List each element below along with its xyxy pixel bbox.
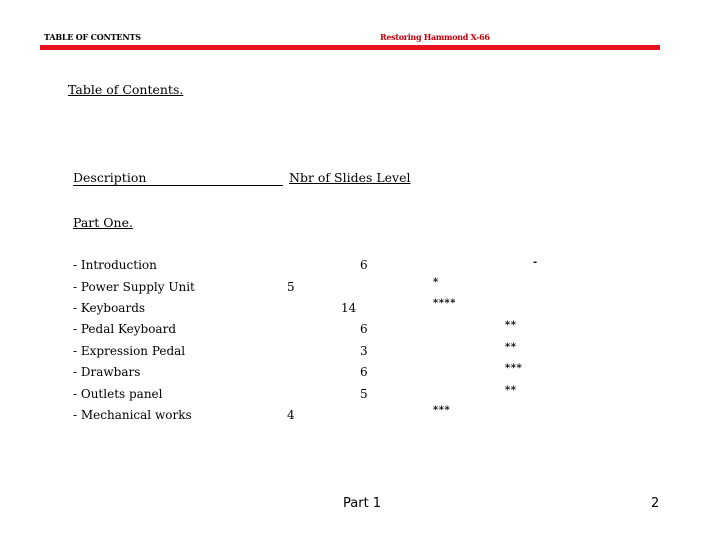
row-slide-count: 5 <box>360 387 368 401</box>
row-slide-count: 6 <box>360 322 368 336</box>
row-level: **** <box>433 298 456 309</box>
row-level: - <box>533 257 538 268</box>
row-description: - Power Supply Unit <box>73 280 195 294</box>
row-slide-count: 5 <box>287 280 295 294</box>
header-document-title: Restoring Hammond X-66 <box>380 32 490 42</box>
toc-title: Table of Contents. <box>68 82 184 97</box>
header-rule <box>40 45 660 50</box>
row-slide-count: 3 <box>360 344 368 358</box>
row-description: - Drawbars <box>73 365 141 379</box>
row-level: ** <box>505 385 517 396</box>
row-slide-count: 6 <box>360 258 368 272</box>
row-level: *** <box>433 405 451 416</box>
row-slide-count: 14 <box>341 301 357 315</box>
row-level: ** <box>505 320 517 331</box>
row-description: - Pedal Keyboard <box>73 322 176 336</box>
row-slide-count: 4 <box>287 408 295 422</box>
row-description: - Keyboards <box>73 301 146 315</box>
column-header-nbr-level: Nbr of Slides Level <box>289 170 411 185</box>
row-description: - Outlets panel <box>73 387 163 401</box>
part-heading: Part One. <box>73 215 133 230</box>
row-level: * <box>433 277 439 288</box>
row-description: - Mechanical works <box>73 408 192 422</box>
row-description: - Introduction <box>73 258 157 272</box>
row-description: - Expression Pedal <box>73 344 186 358</box>
row-slide-count: 6 <box>360 365 368 379</box>
row-level: ** <box>505 342 517 353</box>
header-section-title: TABLE OF CONTENTS <box>44 32 141 42</box>
column-header-description: Description <box>73 171 283 186</box>
page-number: 2 <box>651 496 660 511</box>
row-level: *** <box>505 363 523 374</box>
footer-part-label: Part 1 <box>343 496 382 511</box>
